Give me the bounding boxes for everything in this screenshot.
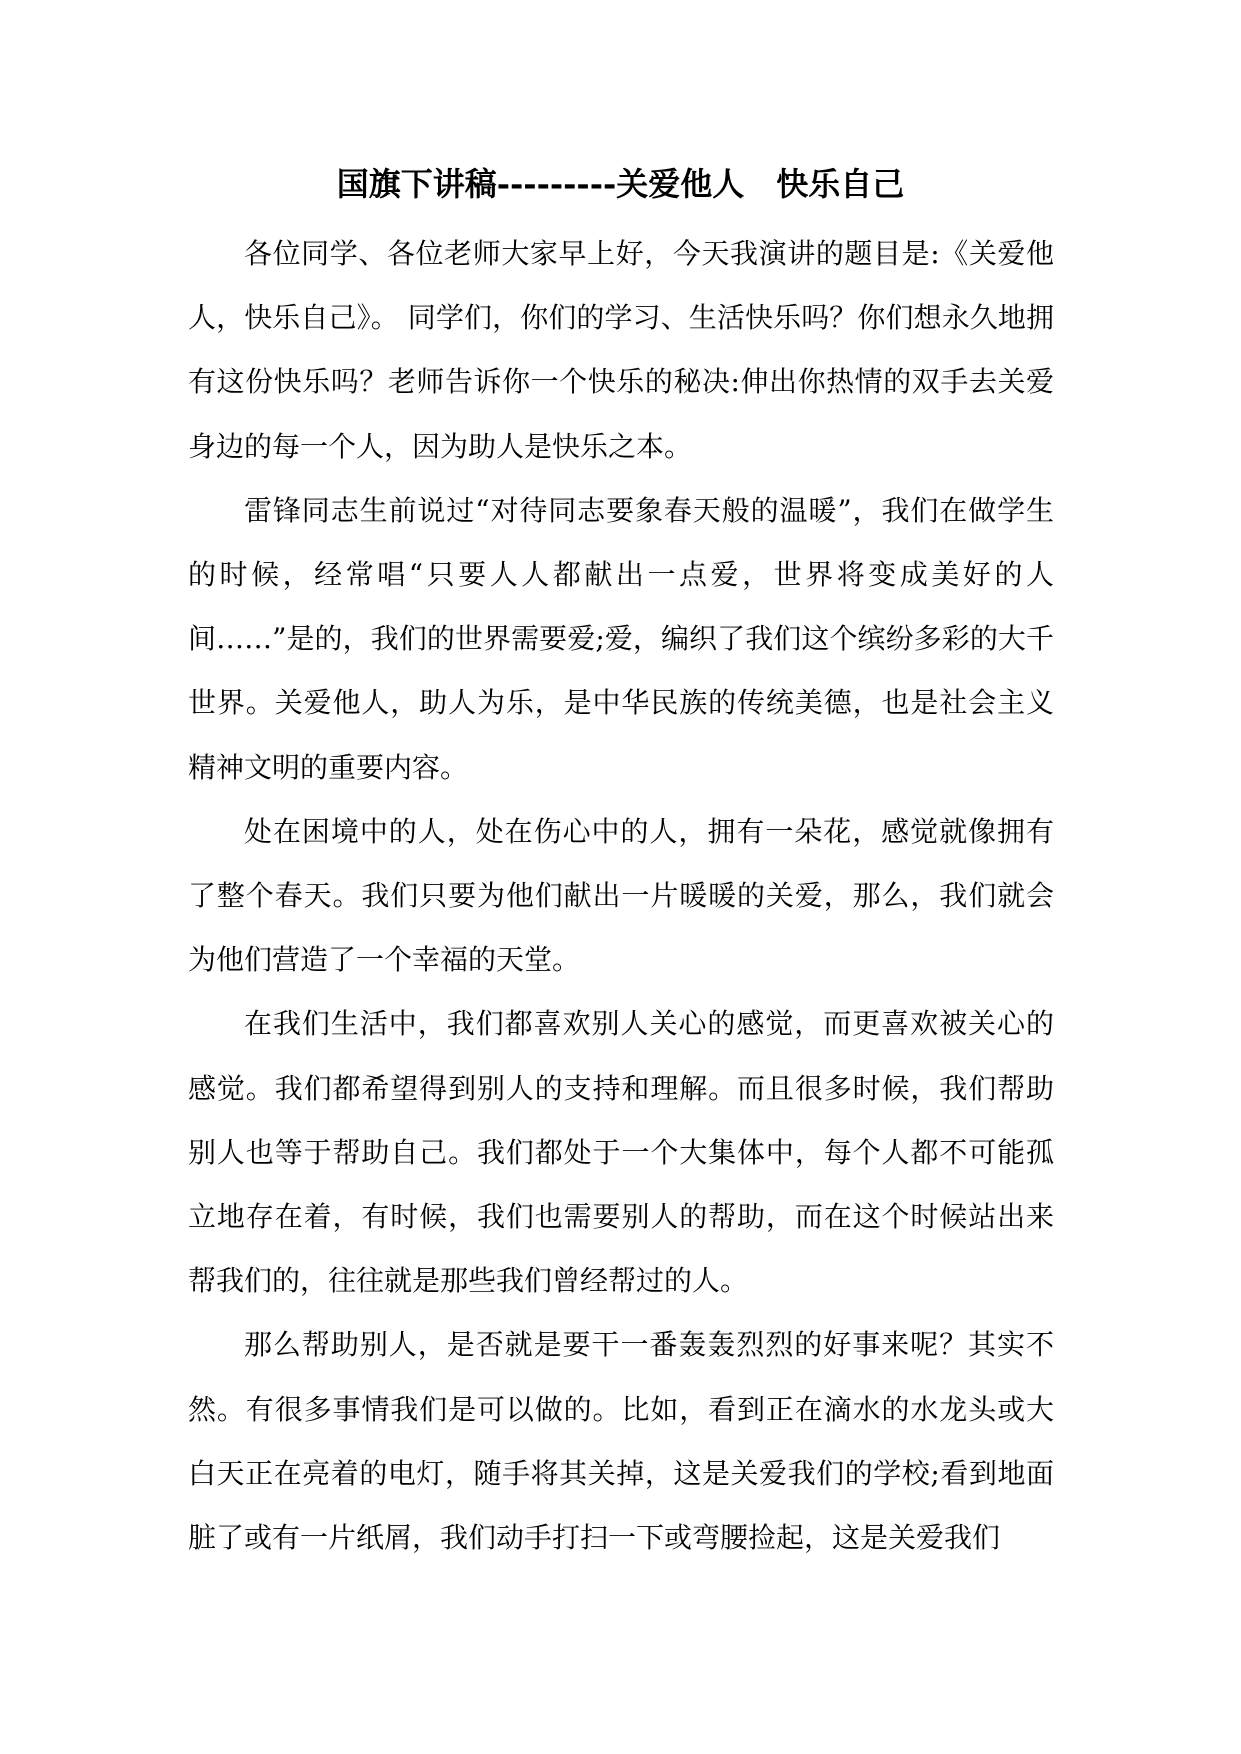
document-title: 国旗下讲稿---------关爱他人 快乐自己 — [336, 165, 905, 203]
paragraph-lei-feng: 雷锋同志生前说过“对待同志要象春天般的温暖”，我们在做学生的时候，经常唱“只要人人都献出一点爱，世界将变成美好的人间……”是的，我们的世界需要爱;爱，编织了我们这个缤纷多彩的大千世界。关爱他人，助人为乐，是中华民族的传统美德，也是社会主义精神文明的重要内容。 — [188, 493, 1054, 784]
paragraph-small-deeds: 那么帮助别人，是否就是要干一番轰轰烈烈的好事来呢？其实不然。有很多事情我们是可以做的。比如，看到正在滴水的水龙头或大白天正在亮着的电灯，随手将其关掉，这是关爱我们的学校;看到地面脏了或有一片纸屑，我们动手打扫一下或弯腰捡起，这是关爱我们 — [188, 1328, 1054, 1555]
paragraph-daily-life: 在我们生活中，我们都喜欢别人关心的感觉，而更喜欢被关心的感觉。我们都希望得到别人的支持和理解。而且很多时候，我们帮助别人也等于帮助自己。我们都处于一个大集体中，每个人都不可能孤立地存在着，有时候，我们也需要别人的帮助，而在这个时候站出来帮我们的，往往就是那些我们曾经帮过的人。 — [188, 1007, 1054, 1298]
document-body — [188, 222, 1054, 1570]
paragraph-greeting: 各位同学、各位老师大家早上好，今天我演讲的题目是:《关爱他人，快乐自己》。 同学们，你们的学习、生活快乐吗？你们想永久地拥有这份快乐吗？老师告诉你一个快乐的秘决:伸出你热情的双手去关爱身边的每一个人，因为助人是快乐之本。 — [188, 237, 1054, 463]
paragraph-hardship: 处在困境中的人，处在伤心中的人，拥有一朵花，感觉就像拥有了整个春天。我们只要为他们献出一片暖暖的关爱，那么，我们就会为他们营造了一个幸福的天堂。 — [188, 814, 1054, 977]
